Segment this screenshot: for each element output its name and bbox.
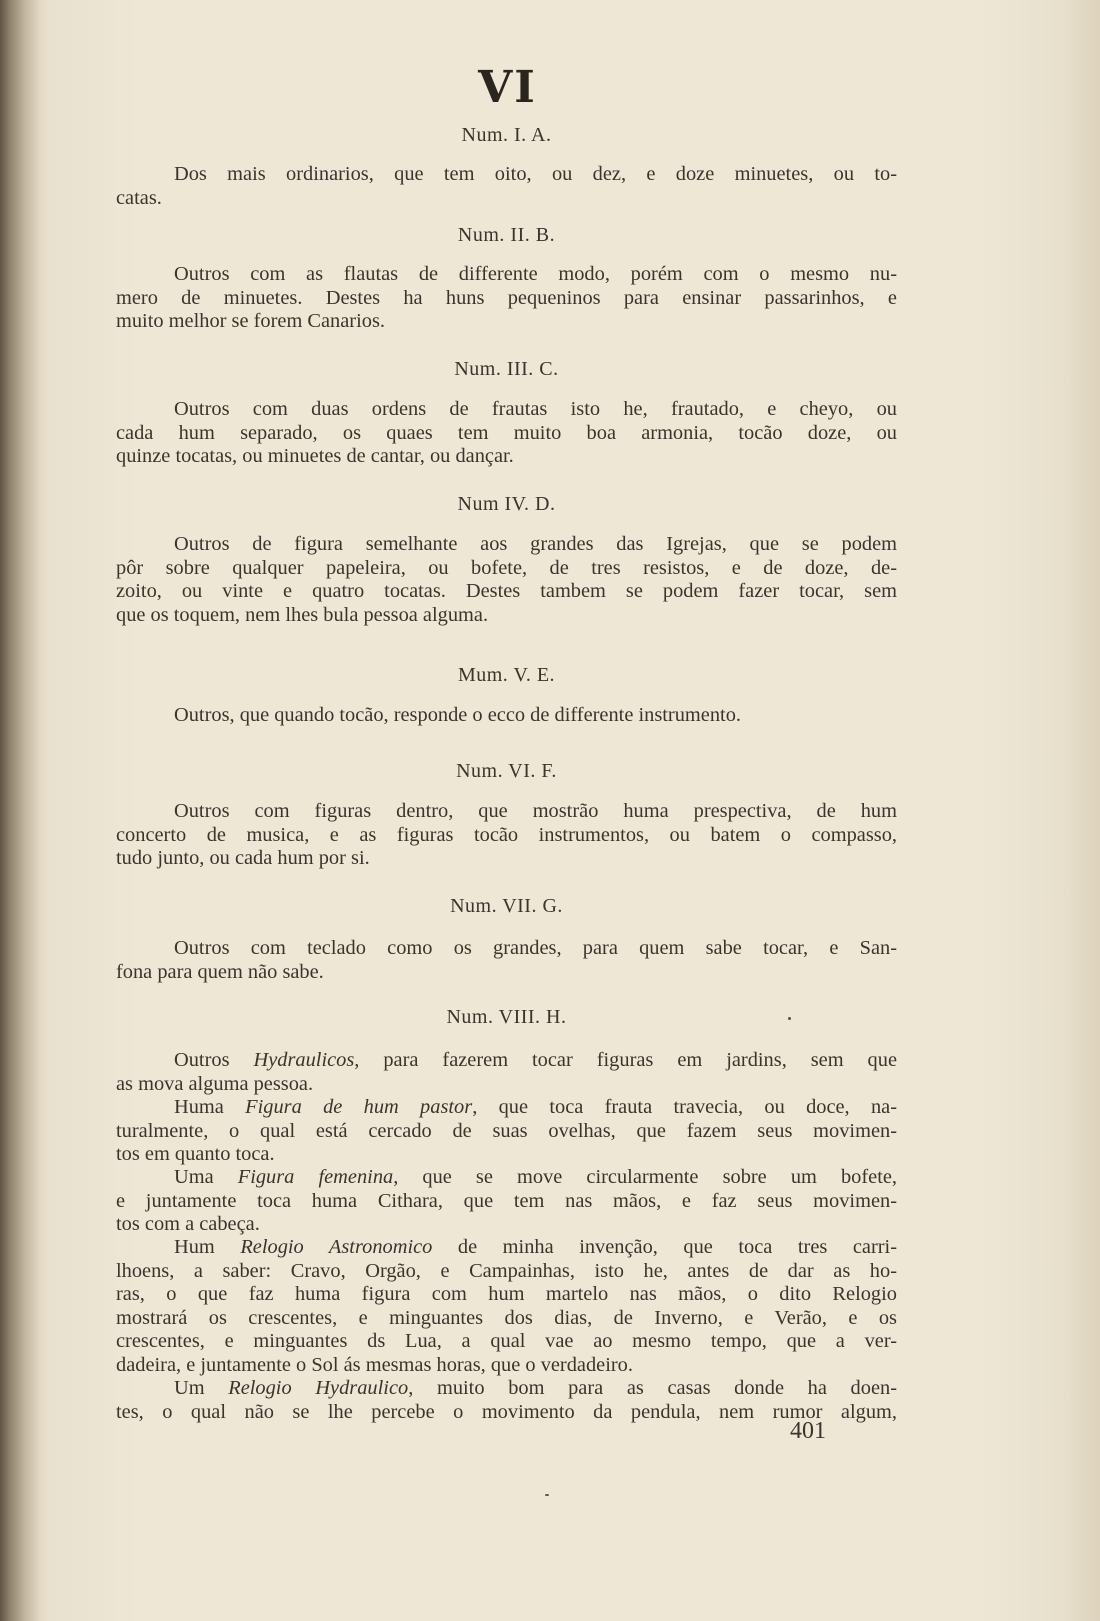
h-paragraph-5 (116, 1377, 897, 1424)
text-line: zoito, ou vinte e quatro tocatas. Destes tambem se podem fazer tocar, sem (116, 580, 897, 602)
section-heading-2: Num. II. B. (457, 224, 556, 246)
text-line (116, 1049, 897, 1073)
page-number: 401 (790, 1418, 826, 1444)
section-body-2 (116, 263, 897, 334)
text-line: quinze tocatas, ou minuetes de cantar, ou dançar. (116, 445, 514, 467)
text-line: muito melhor se forem Canarios. (116, 310, 385, 332)
text-line: tes, o qual não se lhe percebe o movimento da pendula, nem rumor algum, (116, 1400, 897, 1423)
h-paragraph-1 (116, 1049, 897, 1096)
italic-term: Figura femenina (237, 1166, 394, 1188)
section-body-6 (116, 800, 897, 871)
section-heading-1: Num. I. A. (461, 124, 552, 146)
h-paragraph-4 (116, 1236, 897, 1377)
text-line: fona para quem não sabe. (116, 960, 324, 983)
text-line (116, 1236, 897, 1260)
text-run: , para fazerem tocar figuras em jardins, sem que (354, 1049, 898, 1071)
text-run: Outros (174, 1049, 254, 1071)
binding-shadow (0, 0, 40, 1621)
text-run: , muito bom para as casas donde ha doen- (408, 1377, 897, 1399)
text-line: tos em quanto toca. (116, 1143, 275, 1165)
text-run: Uma (174, 1166, 238, 1188)
italic-term: Hydraulicos (253, 1049, 355, 1071)
section-heading-4: Num IV. D. (457, 493, 556, 515)
ink-speck (545, 1494, 549, 1496)
h-paragraph-2 (116, 1096, 897, 1167)
italic-term: Relogio Astronomico (240, 1236, 433, 1258)
text-line: Outros com teclado como os grandes, para quem sabe tocar, e San- (174, 937, 897, 959)
text-line: mostrará os crescentes, e minguantes dos dias, de Inverno, e Verão, e os (116, 1306, 897, 1329)
text-run: Um (174, 1377, 229, 1399)
chapter-numeral: VI (478, 62, 537, 113)
text-line: lhoens, a saber: Cravo, Orgão, e Campainhas, isto he, antes de dar as ho- (116, 1259, 897, 1282)
h-paragraph-3 (116, 1166, 897, 1237)
section-heading-7: Num. VII. G. (450, 895, 563, 917)
text-line: e juntamente toca huma Cithara, que tem nas mãos, e faz seus movimen- (116, 1189, 897, 1212)
text-line: Outros com duas ordens de frautas isto he, frautado, e cheyo, ou (174, 398, 897, 420)
section-body-5 (116, 704, 897, 728)
text-line (116, 1166, 897, 1190)
section-heading-3: Num. III. C. (454, 358, 559, 380)
section-heading-5: Mum. V. E. (457, 664, 556, 686)
text-run: Huma (174, 1096, 246, 1118)
text-line: pôr sobre qualquer papeleira, ou bofete, de tres resistos, e de doze, de- (116, 556, 897, 579)
text-line: as mova alguma pessoa. (116, 1072, 314, 1095)
text-line: tos com a cabeça. (116, 1213, 260, 1235)
text-run: Hum (174, 1236, 241, 1258)
text-line: crescentes, e minguantes ds Lua, a qual vae ao mesmo tempo, que a ver- (116, 1330, 897, 1352)
text-line: cada hum separado, os quaes tem muito boa armonia, tocão doze, ou (116, 421, 897, 444)
section-heading-8: Num. VIII. H. (446, 1006, 567, 1028)
text-line: Dos mais ordinarios, que tem oito, ou dez, e doze minuetes, ou to- (174, 163, 897, 185)
text-line: Outros com figuras dentro, que mostrão huma prespectiva, de hum (174, 800, 897, 822)
text-line: ras, o que faz huma figura com hum martelo nas mãos, o dito Relogio (116, 1283, 897, 1305)
text-line: concerto de musica, e as figuras tocão instrumentos, ou batem o compasso, (116, 823, 897, 846)
text-line: mero de minuetes. Destes ha huns pequeninos para ensinar passarinhos, e (116, 286, 897, 309)
text-line: Outros com as flautas de differente modo, porém com o mesmo nu- (174, 263, 897, 285)
section-body-7 (116, 937, 897, 984)
section-body-4 (116, 533, 897, 627)
text-run: , que toca frauta travecia, ou doce, na- (472, 1096, 897, 1118)
text-line: turalmente, o qual está cercado de suas ovelhas, que fazem seus movimen- (116, 1119, 897, 1142)
text-line: Outros de figura semelhante aos grandes das Igrejas, que se podem (174, 533, 897, 555)
italic-term: Figura de hum pastor (245, 1096, 473, 1118)
text-line: Outros, que quando tocão, responde o ecco de differente instrumento. (174, 704, 741, 726)
text-line (116, 1377, 897, 1401)
section-body-1 (116, 163, 897, 210)
section-body-3 (116, 398, 897, 469)
italic-term: Relogio Hydraulico (228, 1377, 409, 1399)
text-run: de minha invenção, que toca tres carri- (432, 1236, 897, 1258)
text-line: que os toquem, nem lhes bula pessoa alguma. (116, 603, 489, 626)
ink-speck (788, 1017, 791, 1020)
text-run: , que se move circularmente sobre um bofete, (393, 1166, 898, 1188)
text-line (116, 1096, 897, 1120)
text-line: tudo junto, ou cada hum por si. (116, 847, 370, 869)
section-heading-6: Num. VI. F. (456, 760, 557, 782)
text-line: catas. (116, 186, 162, 209)
text-line: dadeira, e juntamente o Sol ás mesmas horas, que o verdadeiro. (116, 1353, 633, 1376)
